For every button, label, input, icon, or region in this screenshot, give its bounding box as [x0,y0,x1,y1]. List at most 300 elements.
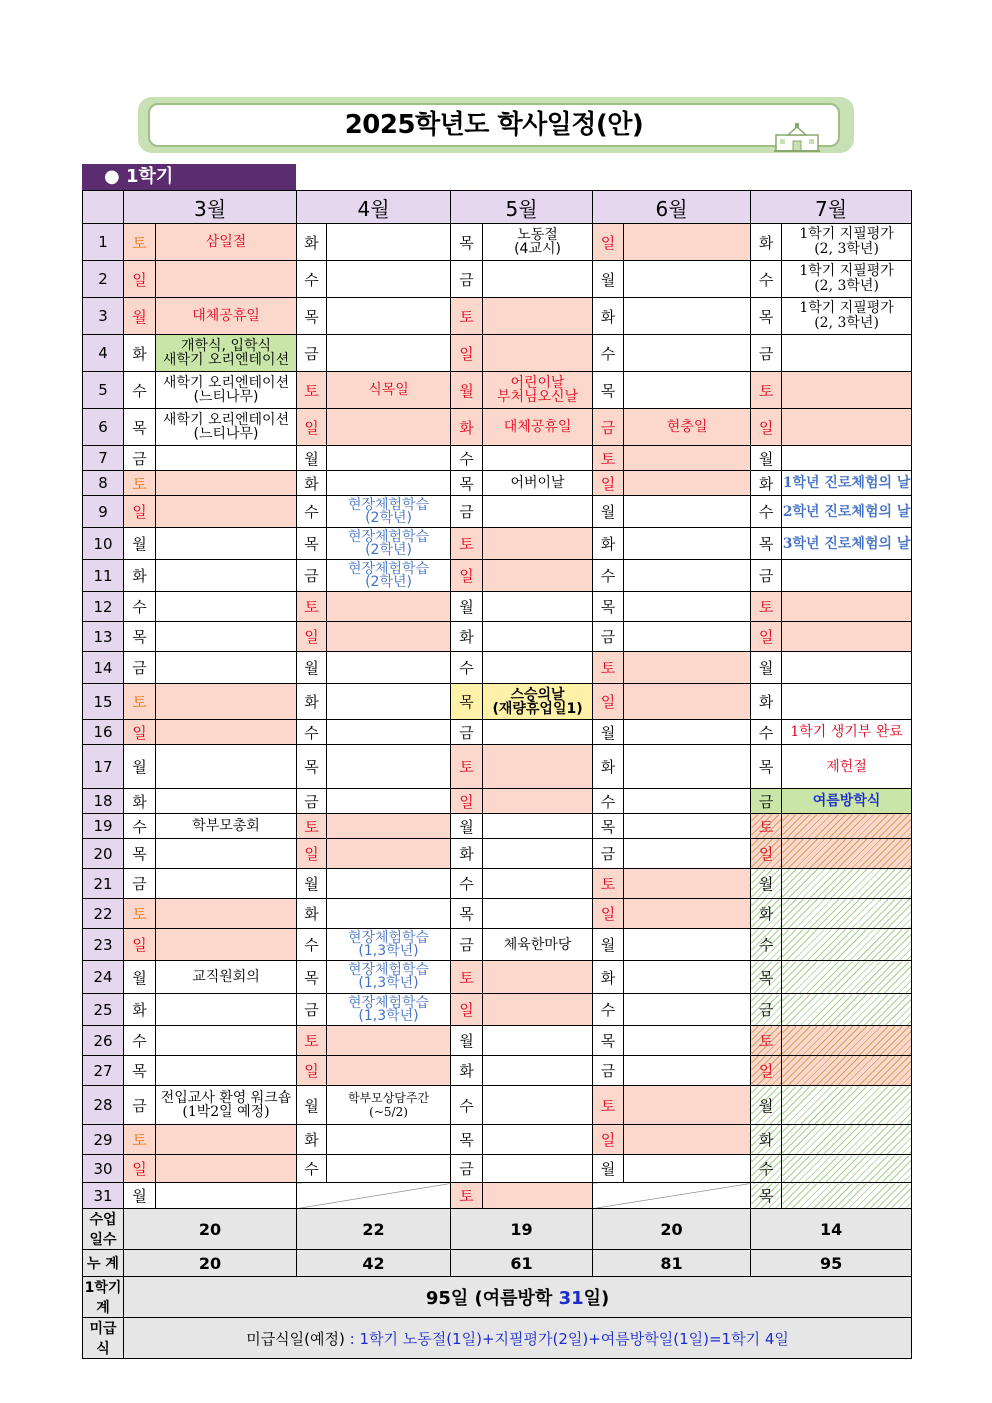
weekday-cell: 화 [124,994,156,1026]
weekday-cell: 일 [124,1155,156,1183]
weekday-cell: 월 [124,961,156,994]
weekday-cell: 월 [451,592,483,622]
weekday-cell: 월 [751,446,782,471]
month-header-6: 6월 [593,191,751,224]
event-cell [782,471,912,496]
weekday-cell: 수 [124,592,156,622]
event-cell [483,745,593,789]
event-cell [483,961,593,994]
day-row [83,298,912,335]
event-cell [327,684,451,720]
event-cell [156,409,297,446]
event-cell [156,720,297,745]
day-number: 13 [83,622,124,652]
event-cell [156,745,297,789]
event-cell [327,789,451,814]
day-number: 12 [83,592,124,622]
day-number: 24 [83,961,124,994]
event-cell [156,1183,297,1209]
school-days-row [83,1209,912,1250]
event-cell [327,994,451,1026]
event-cell [624,446,751,471]
weekday-cell: 일 [593,899,624,929]
cumulative-row-value: 81 [593,1250,751,1277]
weekday-cell: 화 [751,471,782,496]
event-cell [327,745,451,789]
event-cell [483,224,593,261]
event-cell [483,298,593,335]
event-cell [624,961,751,994]
event-cell [483,994,593,1026]
event-cell [624,560,751,592]
day-row [83,1026,912,1056]
event-cell [327,335,451,372]
day-row [83,496,912,528]
weekday-cell: 토 [593,1086,624,1125]
event-text: 어버이날 [510,475,565,491]
weekday-cell: 월 [593,1155,624,1183]
event-cell [483,1086,593,1125]
weekday-cell: 토 [451,745,483,789]
day-row [83,899,912,929]
event-cell [624,224,751,261]
event-cell [156,839,297,869]
weekday-cell: 토 [593,869,624,899]
event-cell [624,1026,751,1056]
event-cell [156,261,297,298]
weekday-cell: 월 [751,1086,782,1125]
weekday-cell: 월 [593,261,624,298]
event-cell [782,496,912,528]
event-cell [156,684,297,720]
weekday-cell: 수 [451,1086,483,1125]
weekday-cell: 화 [751,1125,782,1155]
day-number: 15 [83,684,124,720]
event-cell [483,929,593,961]
weekday-cell: 금 [751,789,782,814]
event-cell [156,622,297,652]
day-row [83,745,912,789]
weekday-cell: 일 [451,335,483,372]
day-row [83,1056,912,1086]
weekday-cell: 목 [451,1125,483,1155]
day-number: 11 [83,560,124,592]
event-cell [156,446,297,471]
cumulative-row-value: 61 [451,1250,593,1277]
event-cell [327,528,451,560]
weekday-cell: 금 [751,560,782,592]
month-header-4: 4월 [297,191,451,224]
weekday-cell: 일 [751,1056,782,1086]
month-header-3: 3월 [124,191,297,224]
no-meal-prefix: 미급식일(예정) [246,1329,350,1348]
weekday-cell: 수 [451,869,483,899]
weekday-cell: 토 [297,814,327,839]
weekday-cell: 화 [751,899,782,929]
event-cell [156,1155,297,1183]
weekday-cell: 월 [593,720,624,745]
weekday-cell: 목 [297,298,327,335]
event-cell [327,869,451,899]
weekday-cell: 일 [124,720,156,745]
weekday-cell: 화 [451,409,483,446]
schedule-table [82,190,912,1359]
day-number: 2 [83,261,124,298]
weekday-cell: 수 [124,1026,156,1056]
weekday-cell: 금 [593,839,624,869]
event-cell [156,592,297,622]
event-cell [483,560,593,592]
event-cell [782,622,912,652]
weekday-cell: 금 [124,869,156,899]
event-cell [327,814,451,839]
weekday-cell: 월 [124,528,156,560]
school-days-row-value: 20 [593,1209,751,1250]
event-cell [483,839,593,869]
weekday-cell: 금 [124,652,156,684]
weekday-cell: 화 [593,961,624,994]
weekday-cell: 화 [451,1056,483,1086]
weekday-cell: 목 [124,839,156,869]
event-cell [782,929,912,961]
event-text: 체육한마당 [503,936,572,953]
weekday-cell: 목 [593,592,624,622]
event-cell [156,528,297,560]
weekday-cell: 토 [124,684,156,720]
school-days-row-value: 19 [451,1209,593,1250]
event-cell [782,1125,912,1155]
weekday-cell: 수 [593,789,624,814]
day-row [83,471,912,496]
event-text: 학부모상담주간 (~5/2) [347,1091,430,1119]
event-cell [483,814,593,839]
event-cell [327,560,451,592]
day-row [83,224,912,261]
weekday-cell: 일 [593,1125,624,1155]
event-text: 교직원회의 [192,969,260,985]
day-number: 17 [83,745,124,789]
day-number: 29 [83,1125,124,1155]
weekday-cell: 목 [751,528,782,560]
weekday-cell: 토 [124,1125,156,1155]
school-days-row-value: 14 [751,1209,912,1250]
day-number: 3 [83,298,124,335]
weekday-cell: 화 [124,789,156,814]
event-cell [156,335,297,372]
event-cell [624,652,751,684]
event-cell [782,899,912,929]
weekday-cell: 토 [124,224,156,261]
event-cell [782,652,912,684]
month-header-row [83,191,912,224]
day-row [83,335,912,372]
cumulative-row-value: 42 [297,1250,451,1277]
day-row [83,560,912,592]
weekday-cell: 화 [124,335,156,372]
event-cell [483,528,593,560]
school-days-row-value: 22 [297,1209,451,1250]
weekday-cell: 토 [751,592,782,622]
weekday-cell: 토 [451,298,483,335]
weekday-cell: 목 [451,471,483,496]
event-cell [624,335,751,372]
weekday-cell: 목 [297,961,327,994]
weekday-cell: 금 [451,1155,483,1183]
weekday-cell: 수 [297,1155,327,1183]
event-cell [624,372,751,409]
event-text: 1학기 생기부 완료 [790,724,903,740]
event-cell [327,652,451,684]
weekday-cell: 수 [124,372,156,409]
weekday-cell: 금 [751,994,782,1026]
weekday-cell: 금 [297,335,327,372]
event-cell [483,1056,593,1086]
event-cell [327,471,451,496]
event-cell [483,372,593,409]
event-cell [624,1056,751,1086]
day-number: 8 [83,471,124,496]
event-text: 2학년 진로체험의 날 [782,503,911,520]
event-cell [624,899,751,929]
weekday-cell: 월 [124,298,156,335]
weekday-cell: 토 [297,592,327,622]
no-meal-row [83,1318,912,1359]
event-cell [327,372,451,409]
event-cell [624,839,751,869]
weekday-cell: 일 [297,622,327,652]
weekday-cell: 수 [297,720,327,745]
day-number: 1 [83,224,124,261]
weekday-cell: 목 [124,1056,156,1086]
event-cell [782,1086,912,1125]
weekday-cell: 일 [751,622,782,652]
event-cell [483,409,593,446]
weekday-cell: 목 [124,409,156,446]
vacation-days-number: 31 [558,1288,584,1309]
event-cell [327,1155,451,1183]
day-number: 28 [83,1086,124,1125]
event-cell [327,720,451,745]
event-cell [156,1086,297,1125]
day-row [83,929,912,961]
day-number: 6 [83,409,124,446]
weekday-cell: 일 [124,929,156,961]
event-cell [624,869,751,899]
event-text: 현장체험학습 (2학년) [347,560,430,590]
weekday-cell: 월 [451,1026,483,1056]
day-row [83,528,912,560]
semester-total-row [83,1277,912,1318]
event-cell [327,899,451,929]
semester-total-value [124,1277,912,1318]
event-cell [483,471,593,496]
day-number: 10 [83,528,124,560]
weekday-cell: 일 [297,1056,327,1086]
weekday-cell: 일 [297,409,327,446]
event-cell [782,372,912,409]
day-row [83,592,912,622]
day-row [83,720,912,745]
weekday-cell: 일 [593,224,624,261]
event-cell [156,899,297,929]
event-cell [782,224,912,261]
weekday-cell: 토 [751,1026,782,1056]
event-cell [483,1125,593,1155]
weekday-cell: 수 [751,1155,782,1183]
weekday-cell: 토 [751,814,782,839]
event-cell [483,720,593,745]
day-number: 14 [83,652,124,684]
day-number: 5 [83,372,124,409]
event-cell [782,335,912,372]
event-text: 현장체험학습 (2학년) [347,528,430,558]
day-row [83,1183,912,1209]
event-text: 현장체험학습 (1,3학년) [347,994,430,1024]
semester-label: ● 1학기 [82,164,296,190]
weekday-cell: 토 [593,446,624,471]
semester-label-text: 1학기 [125,166,174,187]
event-cell [782,1056,912,1086]
school-building-icon [774,123,820,153]
day-row [83,994,912,1026]
event-cell [483,1183,593,1209]
event-text: 제헌절 [826,758,867,775]
event-cell [156,1125,297,1155]
event-cell [327,929,451,961]
weekday-cell: 화 [451,622,483,652]
event-cell [624,471,751,496]
weekday-cell: 일 [593,684,624,720]
event-cell [624,1086,751,1125]
weekday-cell: 일 [124,496,156,528]
event-text: 삼일절 [205,234,247,250]
event-cell [156,560,297,592]
event-cell [782,1183,912,1209]
corner-cell [83,191,124,224]
weekday-cell: 화 [451,839,483,869]
event-cell [624,929,751,961]
event-cell [156,869,297,899]
day-row [83,1086,912,1125]
day-row [83,814,912,839]
event-cell [624,1155,751,1183]
event-text: 3학년 진로체험의 날 [782,535,911,552]
day-row [83,1125,912,1155]
day-row [83,261,912,298]
event-cell [782,789,912,814]
day-row [83,372,912,409]
event-cell [782,1026,912,1056]
event-text: 대체공휴일 [503,419,572,435]
weekday-cell: 목 [297,745,327,789]
month-header-5: 5월 [451,191,593,224]
event-cell [624,1125,751,1155]
event-cell [327,298,451,335]
event-cell [483,496,593,528]
weekday-cell: 목 [751,961,782,994]
event-cell [624,720,751,745]
weekday-cell: 일 [751,409,782,446]
event-cell [483,652,593,684]
day-number: 16 [83,720,124,745]
day-row [83,409,912,446]
weekday-cell: 목 [593,814,624,839]
weekday-cell: 목 [124,622,156,652]
cumulative-row-label: 누 계 [83,1250,124,1277]
weekday-cell: 수 [751,496,782,528]
event-cell [327,839,451,869]
weekday-cell: 토 [297,1026,327,1056]
event-cell [782,684,912,720]
event-cell [782,839,912,869]
weekday-cell: 금 [297,789,327,814]
event-cell [327,496,451,528]
event-cell [327,622,451,652]
event-cell [624,814,751,839]
weekday-cell: 목 [751,298,782,335]
event-text: 1학기 지필평가 (2, 3학년) [799,226,894,257]
weekday-cell: 금 [451,496,483,528]
event-text: 식목일 [368,382,409,398]
semester-total-label: 1학기계 [83,1277,124,1318]
event-cell [782,298,912,335]
event-text: 전입교사 환영 워크숍 (1박2일 예정) [160,1090,292,1120]
event-cell [782,720,912,745]
event-cell [483,335,593,372]
weekday-cell: 금 [593,409,624,446]
weekday-cell: 토 [451,961,483,994]
weekday-cell: 일 [451,560,483,592]
weekday-cell: 수 [297,496,327,528]
event-cell [156,652,297,684]
weekday-cell: 월 [593,496,624,528]
event-cell [483,899,593,929]
event-text: 개학식, 입학식 새학기 오리엔테이션 [162,338,290,368]
weekday-cell: 수 [451,446,483,471]
weekday-cell: 수 [593,994,624,1026]
weekday-cell: 화 [124,560,156,592]
event-cell [327,961,451,994]
event-cell [327,224,451,261]
weekday-cell: 토 [451,528,483,560]
event-cell [156,372,297,409]
no-meal-detail: : 1학기 노동절(1일)+지필평가(2일)+여름방학일(1일)=1학기 4일 [349,1329,789,1348]
day-number: 30 [83,1155,124,1183]
day-row [83,789,912,814]
weekday-cell: 일 [124,261,156,298]
event-text: 현장체험학습 (2학년) [347,496,430,526]
event-cell [483,789,593,814]
event-cell [156,224,297,261]
event-cell [624,592,751,622]
weekday-cell: 목 [451,899,483,929]
weekday-cell: 화 [297,684,327,720]
day-number: 26 [83,1026,124,1056]
event-cell [782,961,912,994]
event-cell [624,528,751,560]
weekday-cell: 월 [451,372,483,409]
no-meal-value [124,1318,912,1359]
event-cell [483,684,593,720]
month-header-7: 7월 [751,191,912,224]
event-cell [624,496,751,528]
event-cell [782,869,912,899]
weekday-cell: 금 [451,261,483,298]
day-number: 4 [83,335,124,372]
event-cell [624,684,751,720]
school-days-row-value: 20 [124,1209,297,1250]
weekday-cell: 월 [593,929,624,961]
